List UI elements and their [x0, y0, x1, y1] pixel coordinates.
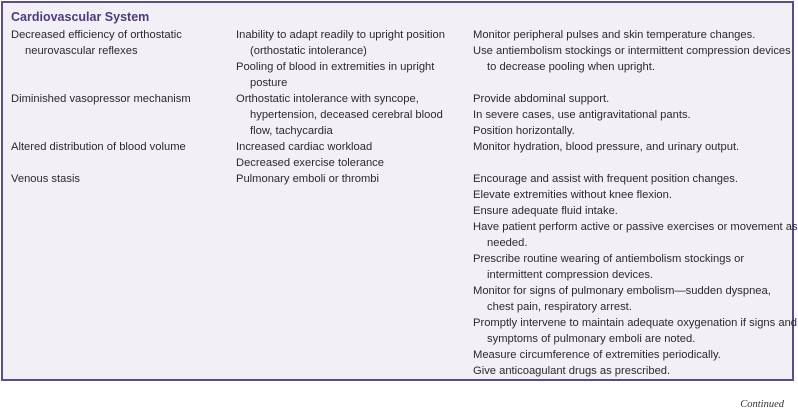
effect-item: Pooling of blood in extremities in upright posture — [236, 61, 435, 89]
interventions-cell — [473, 171, 798, 379]
alteration-text: Decreased efficiency of orthostatic neurovascular reflexes — [11, 29, 182, 57]
effect-item: Decreased exercise tolerance — [236, 157, 384, 169]
intervention-item: Provide abdominal support. — [473, 93, 610, 105]
intervention-item: Measure circumference of extremities periodically. — [473, 349, 721, 361]
alteration-text: Diminished vasopressor mechanism — [11, 93, 191, 105]
effect-item: Inability to adapt readily to upright position (orthostatic intolerance) — [236, 29, 445, 57]
alteration-text: Venous stasis — [11, 173, 81, 185]
cardiovascular-table — [1, 1, 798, 381]
intervention-item: Ensure adequate fluid intake. — [473, 205, 618, 217]
intervention-item: Encourage and assist with frequent position changes. — [473, 173, 738, 185]
intervention-item: Prescribe routine wearing of antiembolism stockings or intermittent compression devices. — [473, 253, 745, 281]
intervention-item: Monitor for signs of pulmonary embolism—sudden dyspnea, chest pain, respiratory arrest. — [473, 285, 771, 313]
effects-cell — [236, 91, 466, 139]
alteration-cell — [11, 27, 226, 59]
effect-item: Increased cardiac workload — [236, 141, 373, 153]
alteration-cell — [11, 171, 226, 187]
effects-cell — [236, 27, 466, 91]
intervention-item: Monitor hydration, blood pressure, and urinary output. — [473, 141, 740, 153]
intervention-item: Give anticoagulant drugs as prescribed. — [473, 365, 671, 377]
intervention-item: Monitor peripheral pulses and skin temperature changes. — [473, 29, 756, 41]
intervention-item: Promptly intervene to maintain adequate oxygenation if signs and symptoms of pulmonary emboli are noted. — [473, 317, 798, 345]
interventions-cell — [473, 139, 791, 155]
effects-cell — [236, 171, 466, 187]
interventions-cell — [473, 91, 791, 139]
intervention-item: Position horizontally. — [473, 125, 575, 137]
intervention-item: Elevate extremities without knee flexion. — [473, 189, 672, 201]
alteration-text: Altered distribution of blood volume — [11, 141, 186, 153]
intervention-item: Use antiembolism stockings or intermittent compression devices to decrease pooling when upright. — [473, 45, 791, 73]
intervention-item: Have patient perform active or passive exercises or movement as needed. — [473, 221, 798, 249]
alteration-cell — [11, 139, 226, 155]
continued-label: Continued — [740, 399, 784, 410]
effect-item: Orthostatic intolerance with syncope, hypertension, deceased cerebral blood flow, tachycardia — [236, 93, 443, 137]
alteration-cell — [11, 91, 226, 107]
effects-cell — [236, 139, 466, 171]
effect-item: Pulmonary emboli or thrombi — [236, 173, 380, 185]
interventions-cell — [473, 27, 791, 75]
section-title: Cardiovascular System — [11, 10, 150, 24]
intervention-item: In severe cases, use antigravitational pants. — [473, 109, 691, 121]
